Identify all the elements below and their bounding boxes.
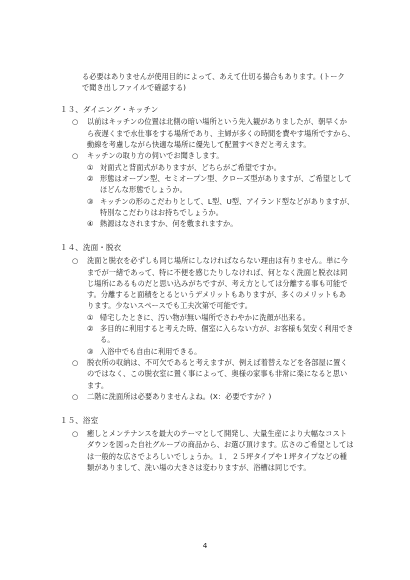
- numbered-text-line: キッチンの形のこだわりとして、L型、U型、アイランド型などがありますが、: [100, 196, 355, 206]
- numbered-text-line: ほどんな形態でしょうか。: [100, 185, 187, 195]
- bullet-circle: ○: [72, 117, 79, 127]
- bullet-text-line: キッチンの取り方の伺いでお聞きします。: [87, 151, 224, 161]
- numbered-marker: ②: [87, 173, 94, 183]
- numbered-text-line: 帰宅したときに、汚い物が無い場所でさわやかに洗顔が出来る。: [100, 312, 310, 322]
- continuation-line: る必要はありませんが使用目的によって、あえて仕切る揚合もあります。(トーク: [82, 72, 345, 81]
- bullet-text-line: ます。: [87, 380, 109, 390]
- bullet-circle: ○: [72, 256, 79, 266]
- bullet-text-line: 洗面と脱衣を必ずしも同じ場所にしなければならない理由は有りません。単に今: [87, 256, 348, 266]
- bullet-text-line: ら夜遅くまで水仕事をする場所であり、主婦が多くの時間を費やす場所ですから、: [87, 128, 355, 138]
- bullet-text-line: は一般的な広さでよろしいでしょうか。１．２５坪タイプや１坪タイプなどの種: [87, 451, 347, 461]
- numbered-marker: ②: [87, 324, 94, 333]
- numbered-marker: ③: [87, 346, 94, 356]
- numbered-marker: ①: [87, 162, 94, 172]
- bullet-text-line: までが一緒であって、特に不便を感じたりしなければ、何となく洗面と脱衣は同: [87, 267, 348, 277]
- section-heading: １５、浴室: [60, 416, 99, 426]
- section-heading: １４、洗面・脱衣: [60, 243, 122, 253]
- continuation-line: で聞き出しファイルで確認する): [82, 83, 187, 93]
- numbered-marker: ①: [87, 312, 94, 322]
- numbered-text-line: 形態はオープン型、セミオープン型、クローズ型がありますが、ご希望として: [100, 173, 352, 183]
- numbered-marker: ③: [87, 196, 94, 206]
- numbered-marker: ④: [87, 219, 94, 229]
- bullet-text-line: 二階に洗面所は必要ありませんよね。(X：必要ですか？): [87, 391, 272, 401]
- page-number: 4: [202, 541, 208, 550]
- bullet-circle: ○: [72, 391, 79, 401]
- numbered-text-line: 対面式と背面式がありますが、どちらがご希望ですか。: [100, 162, 281, 172]
- section-heading: １３、ダイニング・キッチン: [60, 104, 159, 114]
- numbered-text-line: 多目的に利用すると考えた時、個室に入らない方が、お客様も気安く利用でき: [100, 324, 354, 333]
- bullet-text-line: 癒しとメンテナンスを最大のテーマとして開発し、大量生産により大幅なコスト: [87, 428, 347, 438]
- bullet-text-line: 以前はキッチンの位置は北側の暗い場所という先入観がありましたが、朝早くか: [87, 117, 348, 127]
- numbered-text-line: る。: [100, 335, 115, 345]
- numbered-text-line: 熱源はなされますか、何を敷まれますか。: [100, 219, 238, 229]
- bullet-text-line: 動線を考慮しながら快適な場所に優先して配置すべきだと考えます。: [87, 140, 311, 149]
- bullet-text-line: 類がありまして、洗い場の大きさは変わりますが、浴槽は同じです。: [87, 462, 311, 472]
- bullet-text-line: のではなく、この脱衣室に置く事によって、奥様の家事も非常に楽になると思い: [87, 369, 348, 379]
- bullet-text-line: ダウンを図った自社グループの商品から、お選び頂けます。広さのご希望としては: [87, 440, 354, 450]
- numbered-text-line: 入浴中でも自由に利用できる。: [100, 346, 202, 356]
- bullet-circle: ○: [72, 151, 79, 161]
- bullet-text-line: 脱衣所の収納は、不可欠であると考えますが、例えば着替えなどを各部屋に置く: [87, 357, 348, 367]
- bullet-text-line: じ場所にあるものだと思い込みがちですが、考え方としては分離する事も可能で: [87, 278, 348, 288]
- bullet-text-line: ります。少ないスペースでも工夫次第で可能です。: [87, 301, 252, 311]
- bullet-text-line: す。分離すると面積をとるというデメリットもありますが、多くのメリットもあ: [87, 290, 347, 300]
- bullet-circle: ○: [72, 428, 79, 438]
- numbered-text-line: 特別なこだわりはお持ちでしょうか。: [100, 207, 223, 217]
- bullet-circle: ○: [72, 357, 79, 367]
